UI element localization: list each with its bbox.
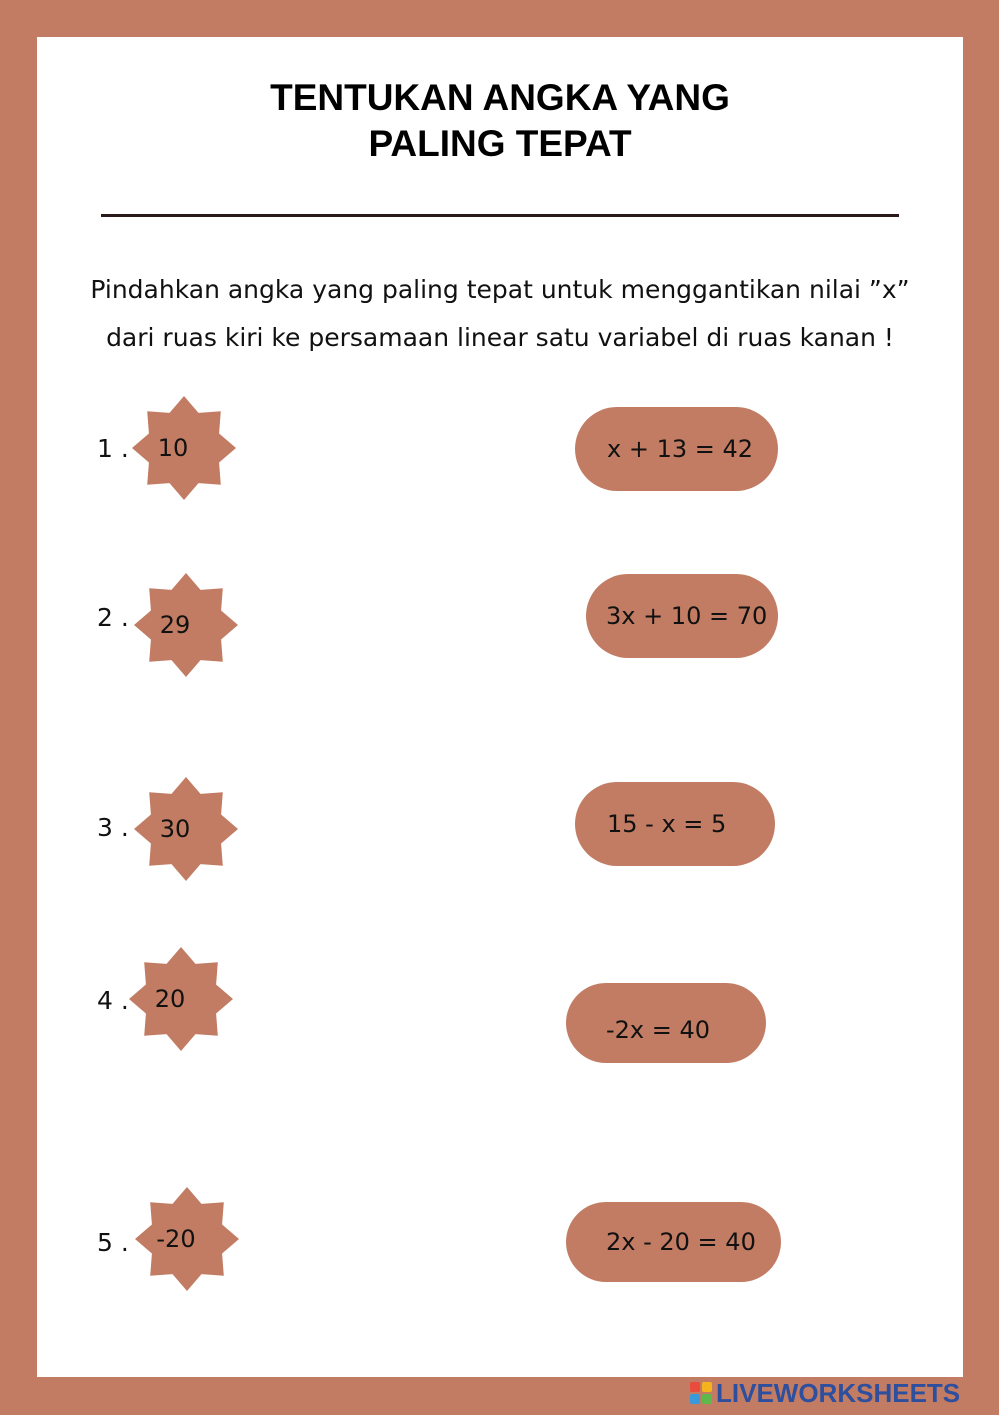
item-number: 4 . xyxy=(97,986,129,1015)
answer-value: 29 xyxy=(159,611,191,639)
answer-value: 30 xyxy=(159,815,191,843)
equation-drop-target[interactable] xyxy=(575,407,778,491)
instructions-text: Pindahkan angka yang paling tepat untuk menggantikan nilai ”x” dari ruas kiri ke persamaan linear satu variabel di ruas kanan ! xyxy=(90,275,910,352)
equation-drop-target[interactable] xyxy=(586,574,778,658)
title-divider xyxy=(101,214,899,217)
title-line-1: TENTUKAN ANGKA YANG xyxy=(270,77,730,118)
draggable-answer-minus-20[interactable] xyxy=(135,1187,239,1291)
item-number: 3 . xyxy=(97,813,129,842)
draggable-answer-10[interactable] xyxy=(132,396,236,500)
equation-drop-target[interactable] xyxy=(566,983,766,1063)
worksheet-page xyxy=(37,37,963,1377)
answer-value: -20 xyxy=(156,1225,196,1253)
item-number: 2 . xyxy=(97,603,129,632)
draggable-answer-29[interactable] xyxy=(134,573,238,677)
equation-text: 2x - 20 = 40 xyxy=(606,1228,756,1256)
title-line-2: PALING TEPAT xyxy=(368,123,632,164)
liveworksheets-logo-icon xyxy=(690,1382,712,1404)
liveworksheets-watermark xyxy=(690,1379,960,1407)
item-number: 1 . xyxy=(97,434,129,463)
equation-drop-target[interactable] xyxy=(575,782,775,866)
draggable-answer-20[interactable] xyxy=(129,947,233,1051)
equation-text: 15 - x = 5 xyxy=(607,810,727,838)
equation-text: x + 13 = 42 xyxy=(607,435,754,463)
equation-text: 3x + 10 = 70 xyxy=(606,602,768,630)
equation-drop-target[interactable] xyxy=(566,1202,781,1282)
draggable-answer-30[interactable] xyxy=(134,777,238,881)
item-number: 5 . xyxy=(97,1228,129,1257)
answer-value: 20 xyxy=(154,985,186,1013)
answer-value: 10 xyxy=(157,434,189,462)
watermark-text: LIVEWORKSHEETS xyxy=(716,1377,961,1408)
equation-text: -2x = 40 xyxy=(606,1016,711,1044)
page-title xyxy=(37,75,963,167)
